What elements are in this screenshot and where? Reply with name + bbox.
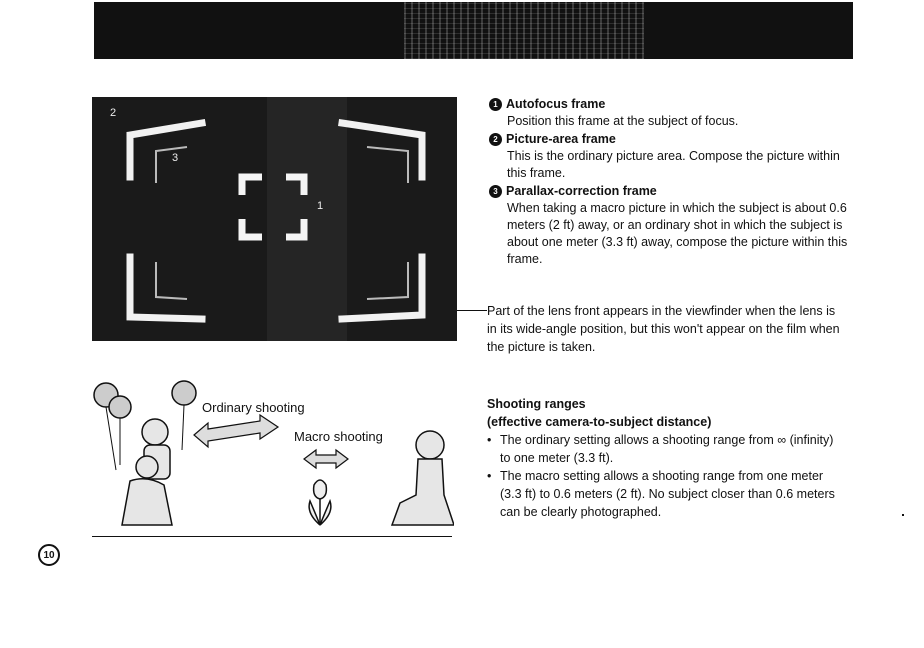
header-bar xyxy=(94,2,853,59)
item-description: Position this frame at the subject of focus. xyxy=(507,114,739,128)
list-item: • The macro setting allows a shooting range from one meter (3.3 ft) to 0.6 meters (2 ft). No subject closer than 0.6 meters can be clearly photographed. xyxy=(487,467,847,521)
balloon-icon xyxy=(109,396,131,418)
item-title: Parallax-correction frame xyxy=(506,184,657,198)
list-item: • The ordinary setting allows a shooting range from ∞ (infinity) to one meter (3.3 ft). xyxy=(487,431,847,467)
item-picture-area xyxy=(489,131,849,182)
frame-descriptions xyxy=(489,96,849,269)
header-texture xyxy=(404,2,644,59)
tulip-flower xyxy=(314,480,327,499)
ordinary-arrow xyxy=(194,415,278,447)
viewfinder-diagram xyxy=(92,97,457,341)
item-autofocus xyxy=(489,96,849,130)
ground-line xyxy=(92,536,452,537)
number-badge: 2 xyxy=(489,133,502,146)
shooting-illustration xyxy=(92,375,454,540)
photographer-head xyxy=(416,431,444,459)
item-title: Picture-area frame xyxy=(506,132,616,146)
ordinary-shooting-label: Ordinary shooting xyxy=(202,400,305,415)
vf-label-3: 3 xyxy=(172,152,179,164)
leader-line xyxy=(457,310,487,311)
macro-shooting-label: Macro shooting xyxy=(294,429,383,444)
shooting-ranges xyxy=(487,395,847,521)
lens-note: Part of the lens front appears in the viewfinder when the lens is in its wide-angle position, but this won't appear on the film when the picture is taken. xyxy=(487,304,840,354)
number-badge: 3 xyxy=(489,185,502,198)
item-parallax xyxy=(489,183,849,268)
picture-frame-bottom-left xyxy=(130,257,202,319)
item-description: This is the ordinary picture area. Compose the picture within this frame. xyxy=(507,149,840,180)
page-number: 10 xyxy=(38,544,60,566)
item-title: Autofocus frame xyxy=(506,97,606,111)
vf-label-1: 1 xyxy=(317,200,324,212)
number-badge: 1 xyxy=(489,98,502,111)
ranges-subtitle: (effective camera-to-subject distance) xyxy=(487,415,712,429)
parallax-frame-bottom-right xyxy=(367,262,408,299)
parallax-frame-bottom-left xyxy=(156,262,187,299)
picture-frame-bottom-right xyxy=(342,257,422,319)
photographer-body xyxy=(392,459,454,525)
af-frame-bl xyxy=(242,219,262,237)
viewfinder-frames xyxy=(92,97,457,341)
child-head xyxy=(142,419,168,445)
ranges-list xyxy=(487,431,847,521)
stray-dot xyxy=(902,514,904,516)
toddler-head xyxy=(136,456,158,478)
item-description: When taking a macro picture in which the subject is about 0.6 meters (2 ft) away, or an ordinary shot in which the subject is about one meter (3.3 ft) away, compose the picture within this frame. xyxy=(507,201,848,266)
picture-frame-top-right xyxy=(342,123,422,177)
macro-arrow xyxy=(304,450,348,468)
ranges-title: Shooting ranges xyxy=(487,397,586,411)
toddler-body xyxy=(122,479,172,525)
balloon-icon xyxy=(172,381,196,405)
vf-label-2: 2 xyxy=(110,107,117,119)
af-frame-tl xyxy=(242,177,262,195)
parallax-frame-top-right xyxy=(367,147,408,183)
